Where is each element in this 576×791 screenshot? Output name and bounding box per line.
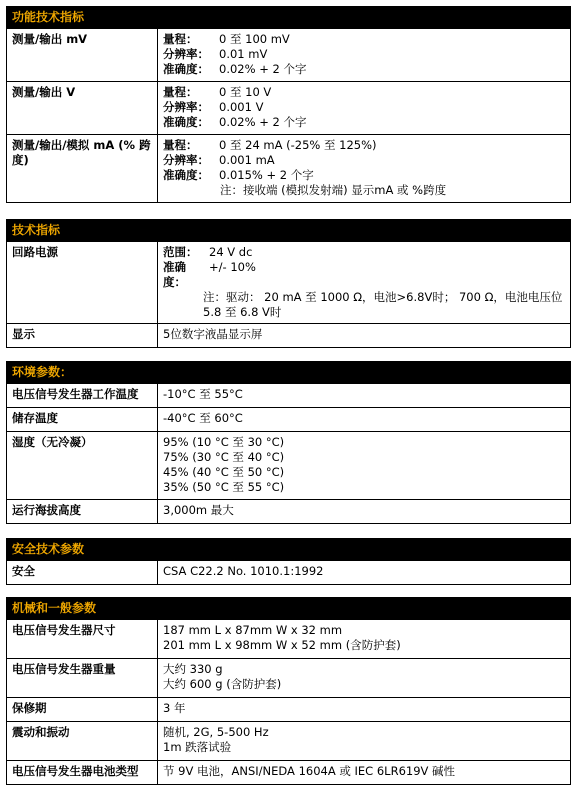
spec-note: 注：接收端 (模拟发射端) 显示mA 或 %跨度: [220, 183, 447, 197]
table-row: [7, 242, 571, 324]
section-safety: [6, 538, 571, 585]
value-line: CSA C22.2 No. 1010.1:1992: [163, 564, 324, 578]
row-value: [158, 432, 571, 500]
value-line: 95% (10 °C 至 30 °C): [163, 435, 285, 449]
spec-key: 分辨率：: [163, 100, 209, 114]
table-row: [7, 500, 571, 524]
table-row: [7, 82, 571, 135]
value-line: 3,000m 最大: [163, 503, 234, 517]
row-label: 保修期: [7, 698, 158, 722]
spec-key: 范围：: [163, 245, 198, 259]
row-label: 储存温度: [7, 408, 158, 432]
table-row: [7, 29, 571, 82]
table-row: [7, 659, 571, 698]
section-functional-specs: [6, 6, 571, 203]
spec-value: 0.001 mA: [219, 153, 275, 167]
row-value: [158, 561, 571, 585]
spec-value: 0 至 24 mA (-25% 至 125%): [219, 138, 377, 152]
spec-value: +/- 10%: [209, 260, 256, 274]
row-label: 湿度（无冷凝）: [7, 432, 158, 500]
value-line: 45% (40 °C 至 50 °C): [163, 465, 285, 479]
table-row: [7, 384, 571, 408]
section-title: 环境参数：: [6, 361, 571, 383]
table-row: [7, 561, 571, 585]
row-value: [158, 324, 571, 348]
row-value: [158, 82, 571, 135]
spec-value: 0 至 10 V: [219, 85, 272, 99]
value-line: 大约 600 g (含防护套): [163, 677, 282, 691]
row-value: [158, 29, 571, 82]
row-label: 安全: [7, 561, 158, 585]
row-value: [158, 408, 571, 432]
spec-table: [6, 619, 571, 785]
spec-key: 准确度：: [163, 168, 209, 182]
section-title: 功能技术指标: [6, 6, 571, 28]
row-value: [158, 659, 571, 698]
value-line: 187 mm L x 87mm W x 32 mm: [163, 623, 343, 637]
row-label: 测量/输出 V: [7, 82, 158, 135]
value-line: 3 年: [163, 701, 186, 715]
row-label: 电压信号发生器重量: [7, 659, 158, 698]
row-label: 震动和振动: [7, 722, 158, 761]
row-value: [158, 620, 571, 659]
spec-note: 注：驱动： 20 mA 至 1000 Ω，电池>6.8V时； 700 Ω，电池电压位 5.8 至 6.8 V时: [203, 290, 563, 319]
row-label: 运行海拔高度: [7, 500, 158, 524]
section-title: 技术指标: [6, 219, 571, 241]
section-title: 机械和一般参数: [6, 597, 571, 619]
spec-key: 量程：: [163, 32, 198, 46]
value-line: 节 9V 电池，ANSI/NEDA 1604A 或 IEC 6LR619V 碱性: [163, 764, 456, 778]
value-line: 35% (50 °C 至 55 °C): [163, 480, 285, 494]
spec-key: 准确度：: [163, 62, 209, 76]
value-line: 5位数字液晶显示屏: [163, 327, 263, 341]
spec-table: [6, 241, 571, 348]
spec-table: [6, 560, 571, 585]
table-row: [7, 432, 571, 500]
spec-key: 准确度：: [163, 115, 209, 129]
value-line: 大约 330 g: [163, 662, 223, 676]
value-line: -40°C 至 60°C: [163, 411, 243, 425]
table-row: [7, 135, 571, 203]
section-environment: [6, 361, 571, 524]
row-value: [158, 500, 571, 524]
spec-key: 量程：: [163, 85, 198, 99]
section-mechanical: [6, 597, 571, 785]
row-label: 测量/输出/模拟 mA (% 跨度): [7, 135, 158, 203]
row-label: 电压信号发生器工作温度: [7, 384, 158, 408]
spec-key: 量程：: [163, 138, 198, 152]
row-label: 电压信号发生器电池类型: [7, 761, 158, 785]
row-label: 测量/输出 mV: [7, 29, 158, 82]
table-row: [7, 620, 571, 659]
row-label: 电压信号发生器尺寸: [7, 620, 158, 659]
table-row: [7, 408, 571, 432]
row-value: [158, 242, 571, 324]
table-row: [7, 761, 571, 785]
row-value: [158, 722, 571, 761]
spec-value: 0.02% + 2 个字: [219, 115, 307, 129]
spec-value: 0.001 V: [219, 100, 264, 114]
value-line: 随机, 2G, 5-500 Hz: [163, 725, 269, 739]
row-label: 回路电源: [7, 242, 158, 324]
spec-value: 0.02% + 2 个字: [219, 62, 307, 76]
spec-value: 0.015% + 2 个字: [219, 168, 314, 182]
spec-value: 0 至 100 mV: [219, 32, 290, 46]
row-value: [158, 698, 571, 722]
spec-key: 分辨率：: [163, 47, 209, 61]
spec-key: 准确度：: [163, 260, 186, 289]
value-line: 75% (30 °C 至 40 °C): [163, 450, 285, 464]
spec-table: [6, 28, 571, 203]
table-row: [7, 722, 571, 761]
section-tech-specs: [6, 219, 571, 348]
spec-table: [6, 383, 571, 524]
spec-key: 分辨率：: [163, 153, 209, 167]
section-title: 安全技术参数: [6, 538, 571, 560]
row-value: [158, 135, 571, 203]
table-row: [7, 698, 571, 722]
spec-value: 24 V dc: [209, 245, 253, 259]
value-line: 1m 跌落试验: [163, 740, 232, 754]
value-line: 201 mm L x 98mm W x 52 mm (含防护套): [163, 638, 401, 652]
spec-value: 0.01 mV: [219, 47, 268, 61]
row-label: 显示: [7, 324, 158, 348]
value-line: -10°C 至 55°C: [163, 387, 243, 401]
row-value: [158, 761, 571, 785]
row-value: [158, 384, 571, 408]
table-row: [7, 324, 571, 348]
